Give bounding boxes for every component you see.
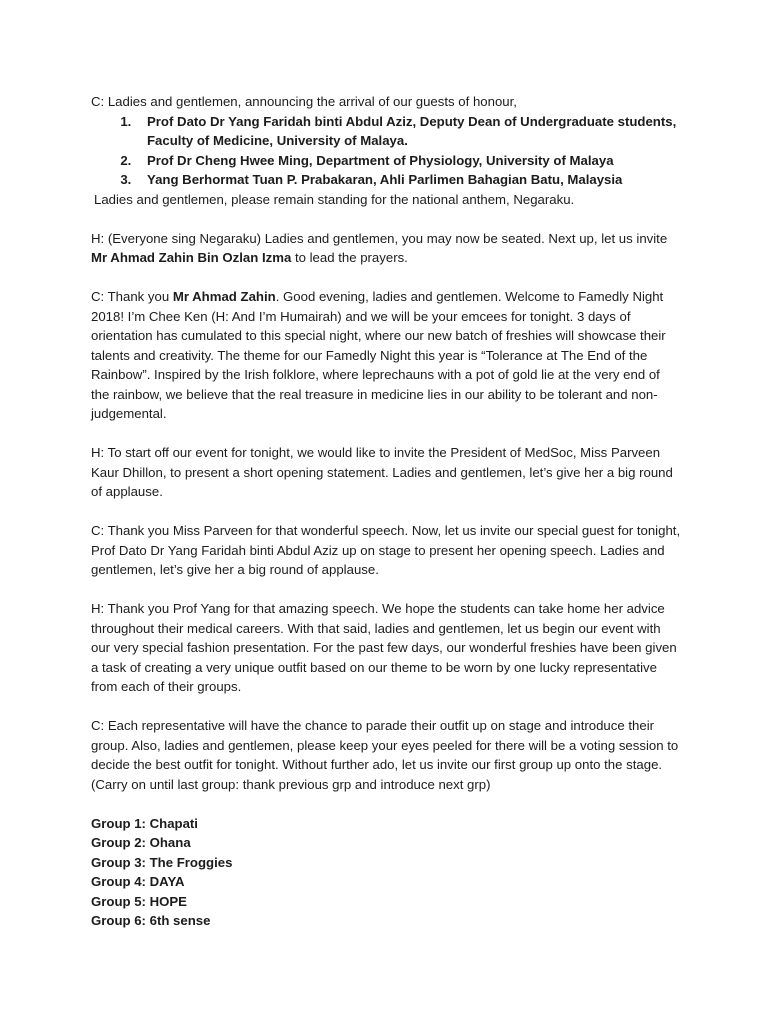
prayers-text-after: to lead the prayers.	[291, 250, 408, 265]
prayer-leader-name: Mr Ahmad Zahin Bin Ozlan Izma	[91, 250, 292, 265]
group-item: Group 6: 6th sense	[91, 913, 211, 928]
guest-item: 3. Yang Berhormat Tuan P. Prabakaran, Ahli Parlimen Bahagian Batu, Malaysia	[135, 170, 681, 190]
guests-of-honour-list	[91, 112, 681, 190]
welcome-text-after: . Good evening, ladies and gentlemen. Welcome to Famedly Night 2018! I’m Chee Ken (H: And I’m Humairah) and we will be your emcees for tonight. 3 days of orientation has cumulated to this special night, where our new batch of freshies will showcase their talents and creativity. The theme for our Famedly Night this year is “Tolerance at The End of the Rainbow”. Inspired by the Irish folklore, where leprechauns with a pot of gold lie at the very end of the rainbow, we believe that the real treasure in medicine lies in our ability to be tolerant and non-judgemental.	[91, 289, 666, 421]
anthem-line: Ladies and gentlemen, please remain standing for the national anthem, Negaraku.	[94, 191, 575, 207]
group-item: Group 3: The Froggies	[91, 854, 233, 870]
group-item: Group 5: HOPE	[91, 893, 187, 909]
welcome-paragraph	[91, 287, 681, 424]
prayers-text-before: H: (Everyone sing Negaraku) Ladies and gentlemen, you may now be seated. Next up, let us invite	[91, 230, 668, 246]
guest-item: 2. Prof Dr Cheng Hwee Ming, Department of Physiology, University of Malaya	[135, 151, 681, 171]
welcome-name: Mr Ahmad Zahin	[172, 289, 276, 304]
prayers-paragraph	[91, 229, 681, 268]
guest-speech-paragraph: C: Thank you Miss Parveen for that wonderful speech. Now, let us invite our special guest for tonight, Prof Dato Dr Yang Faridah binti Abdul Aziz up on stage to present her opening speech. Ladies and gentlemen, let’s give her a big round of applause.	[91, 523, 681, 577]
group-item: Group 4: DAYA	[91, 874, 185, 889]
guest-item: 1. Prof Dato Dr Yang Faridah binti Abdul Aziz, Deputy Dean of Undergraduate students, Faculty of Medicine, University of Malaya.	[135, 112, 681, 151]
group-list	[91, 814, 681, 931]
fashion-paragraph: H: Thank you Prof Yang for that amazing speech. We hope the students can take home her advice throughout their medical careers. With that said, ladies and gentlemen, let us begin our event with our very special fashion presentation. For the past few days, our wonderful freshies have been given a task of creating a very unique outfit based on our theme to be worn by one lucky representative from each of their groups.	[91, 601, 677, 694]
group-item: Group 1: Chapati	[91, 815, 198, 831]
group-item: Group 2: Ohana	[91, 835, 191, 850]
president-paragraph: H: To start off our event for tonight, we would like to invite the President of MedSoc, Miss Parveen Kaur Dhillon, to present a short opening statement. Ladies and gentlemen, let’s give her a big round of applause.	[91, 445, 673, 499]
announcement-line: C: Ladies and gentlemen, announcing the arrival of our guests of honour,	[91, 94, 517, 109]
document-page	[91, 92, 681, 931]
welcome-text-before: C: Thank you	[91, 289, 173, 304]
parade-paragraph: C: Each representative will have the chance to parade their outfit up on stage and introduce their group. Also, ladies and gentlemen, please keep your eyes peeled for there will be a voting session to decide the best outfit for tonight. Without further ado, let us invite our first group up onto the stage. (Carry on until last group: thank previous grp and introduce next grp)	[91, 718, 679, 792]
